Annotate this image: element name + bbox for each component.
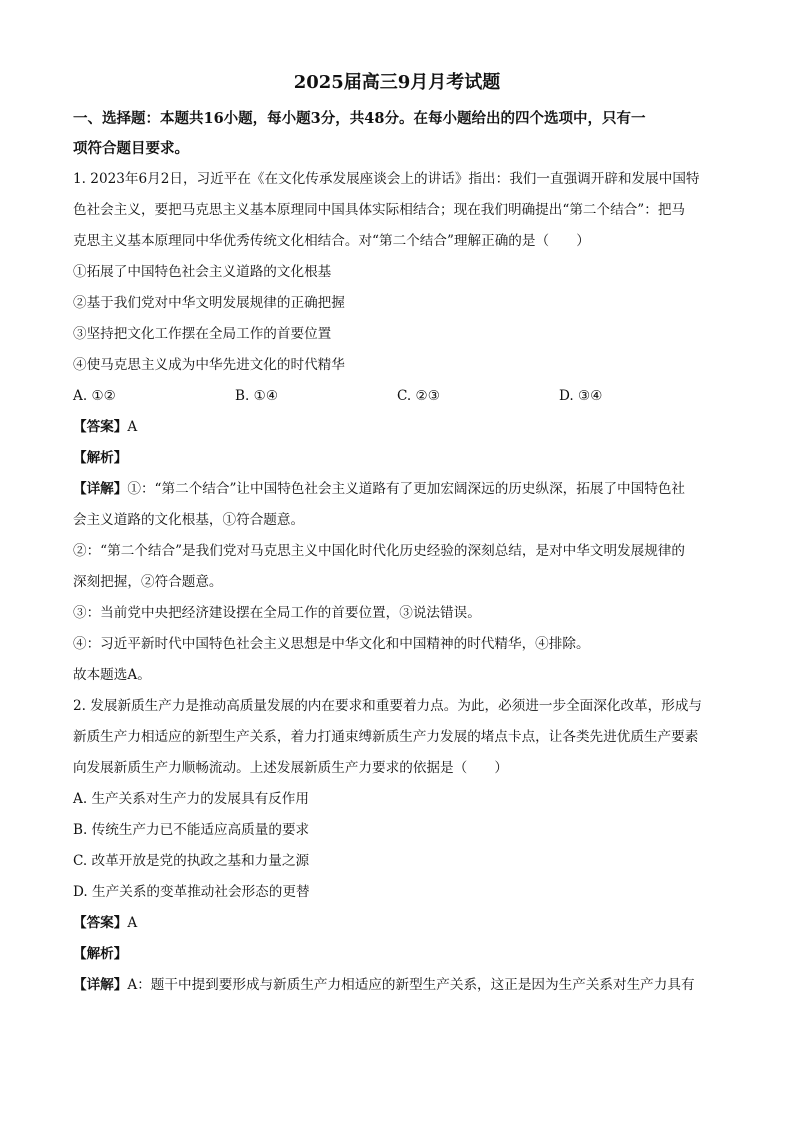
exam-page <box>73 70 721 1001</box>
detail-text: ①：“第二个结合”让中国特色社会主义道路有了更加宏阔深远的历史纵深，拓展了中国特色社 <box>127 481 686 497</box>
analysis-label: 【解析】 <box>73 946 128 962</box>
section-header-line: 一、选择题：本题共16小题，每小题3分，共48分。在每小题给出的四个选项中，只有一 <box>73 110 646 127</box>
detail-line <box>73 970 721 1001</box>
question-stem-line: 色社会主义，要把马克思主义基本原理同中国具体实际相结合；现在我们明确提出“第二个结合”：把马 <box>73 202 686 218</box>
detail-line: ②：“第二个结合”是我们党对马克思主义中国化时代化历史经验的深刻总结，是对中华文明发展规律的 <box>73 543 686 559</box>
option-a: A. ①② <box>73 388 116 404</box>
option-b: B. ①④ <box>235 388 279 404</box>
statement-2: ②基于我们党对中华文明发展规律的正确把握 <box>73 295 345 311</box>
detail-line <box>73 474 721 505</box>
answer-value: A <box>127 419 138 435</box>
answer <box>73 412 721 443</box>
statement-1: ①拓展了中国特色社会主义道路的文化根基 <box>73 264 332 280</box>
analysis-label: 【解析】 <box>73 450 128 466</box>
option-a: A. 生产关系对生产力的发展具有反作用 <box>73 791 309 807</box>
detail-label: 【详解】 <box>73 977 128 993</box>
detail-text: A：题干中提到要形成与新质生产力相适应的新型生产关系，这正是因为生产关系对生产力具有 <box>127 977 695 993</box>
answer <box>73 908 721 939</box>
options-row <box>73 381 721 412</box>
detail-line: 深刻把握，②符合题意。 <box>73 574 223 590</box>
detail-label: 【详解】 <box>73 481 128 497</box>
question-stem-line: 2. 发展新质生产力是推动高质量发展的内在要求和重要着力点。为此，必须进一步全面深化改革，形成与 <box>73 698 703 714</box>
option-c: C. ②③ <box>397 388 440 404</box>
detail-line: 会主义道路的文化根基，①符合题意。 <box>73 512 305 528</box>
question-2 <box>73 691 721 1001</box>
question-1 <box>73 164 721 691</box>
question-stem-line: 1. 2023年6月2日，习近平在《在文化传承发展座谈会上的讲话》指出：我们一直强调开辟和发展中国特 <box>73 171 700 187</box>
option-b: B. 传统生产力已不能适应高质量的要求 <box>73 822 310 838</box>
option-c: C. 改革开放是党的执政之基和力量之源 <box>73 853 310 869</box>
detail-line: ④：习近平新时代中国特色社会主义思想是中华文化和中国精神的时代精华，④排除。 <box>73 636 590 652</box>
section-header-line: 项符合题目要求。 <box>73 140 189 157</box>
answer-label: 【答案】 <box>73 915 128 931</box>
detail-line: 故本题选A。 <box>73 667 151 683</box>
question-stem-line: 新质生产力相适应的新型生产关系，着力打通束缚新质生产力发展的堵点卡点，让各类先进优质生产要素 <box>73 729 699 745</box>
page-title: 2025届高三9月月考试题 <box>293 72 501 93</box>
detail-line: ③：当前党中央把经济建设摆在全局工作的首要位置，③说法错误。 <box>73 605 481 621</box>
section-header <box>73 104 721 164</box>
answer-label: 【答案】 <box>73 419 128 435</box>
question-stem-line: 克思主义基本原理同中华优秀传统文化相结合。对“第二个结合”理解正确的是（ ） <box>73 233 590 249</box>
option-d: D. 生产关系的变革推动社会形态的更替 <box>73 884 310 900</box>
statement-3: ③坚持把文化工作摆在全局工作的首要位置 <box>73 326 332 342</box>
answer-value: A <box>127 915 138 931</box>
option-d: D. ③④ <box>559 388 603 404</box>
statement-4: ④使马克思主义成为中华先进文化的时代精华 <box>73 357 345 373</box>
question-stem-line: 向发展新质生产力顺畅流动。上述发展新质生产力要求的依据是（ ） <box>73 760 508 776</box>
